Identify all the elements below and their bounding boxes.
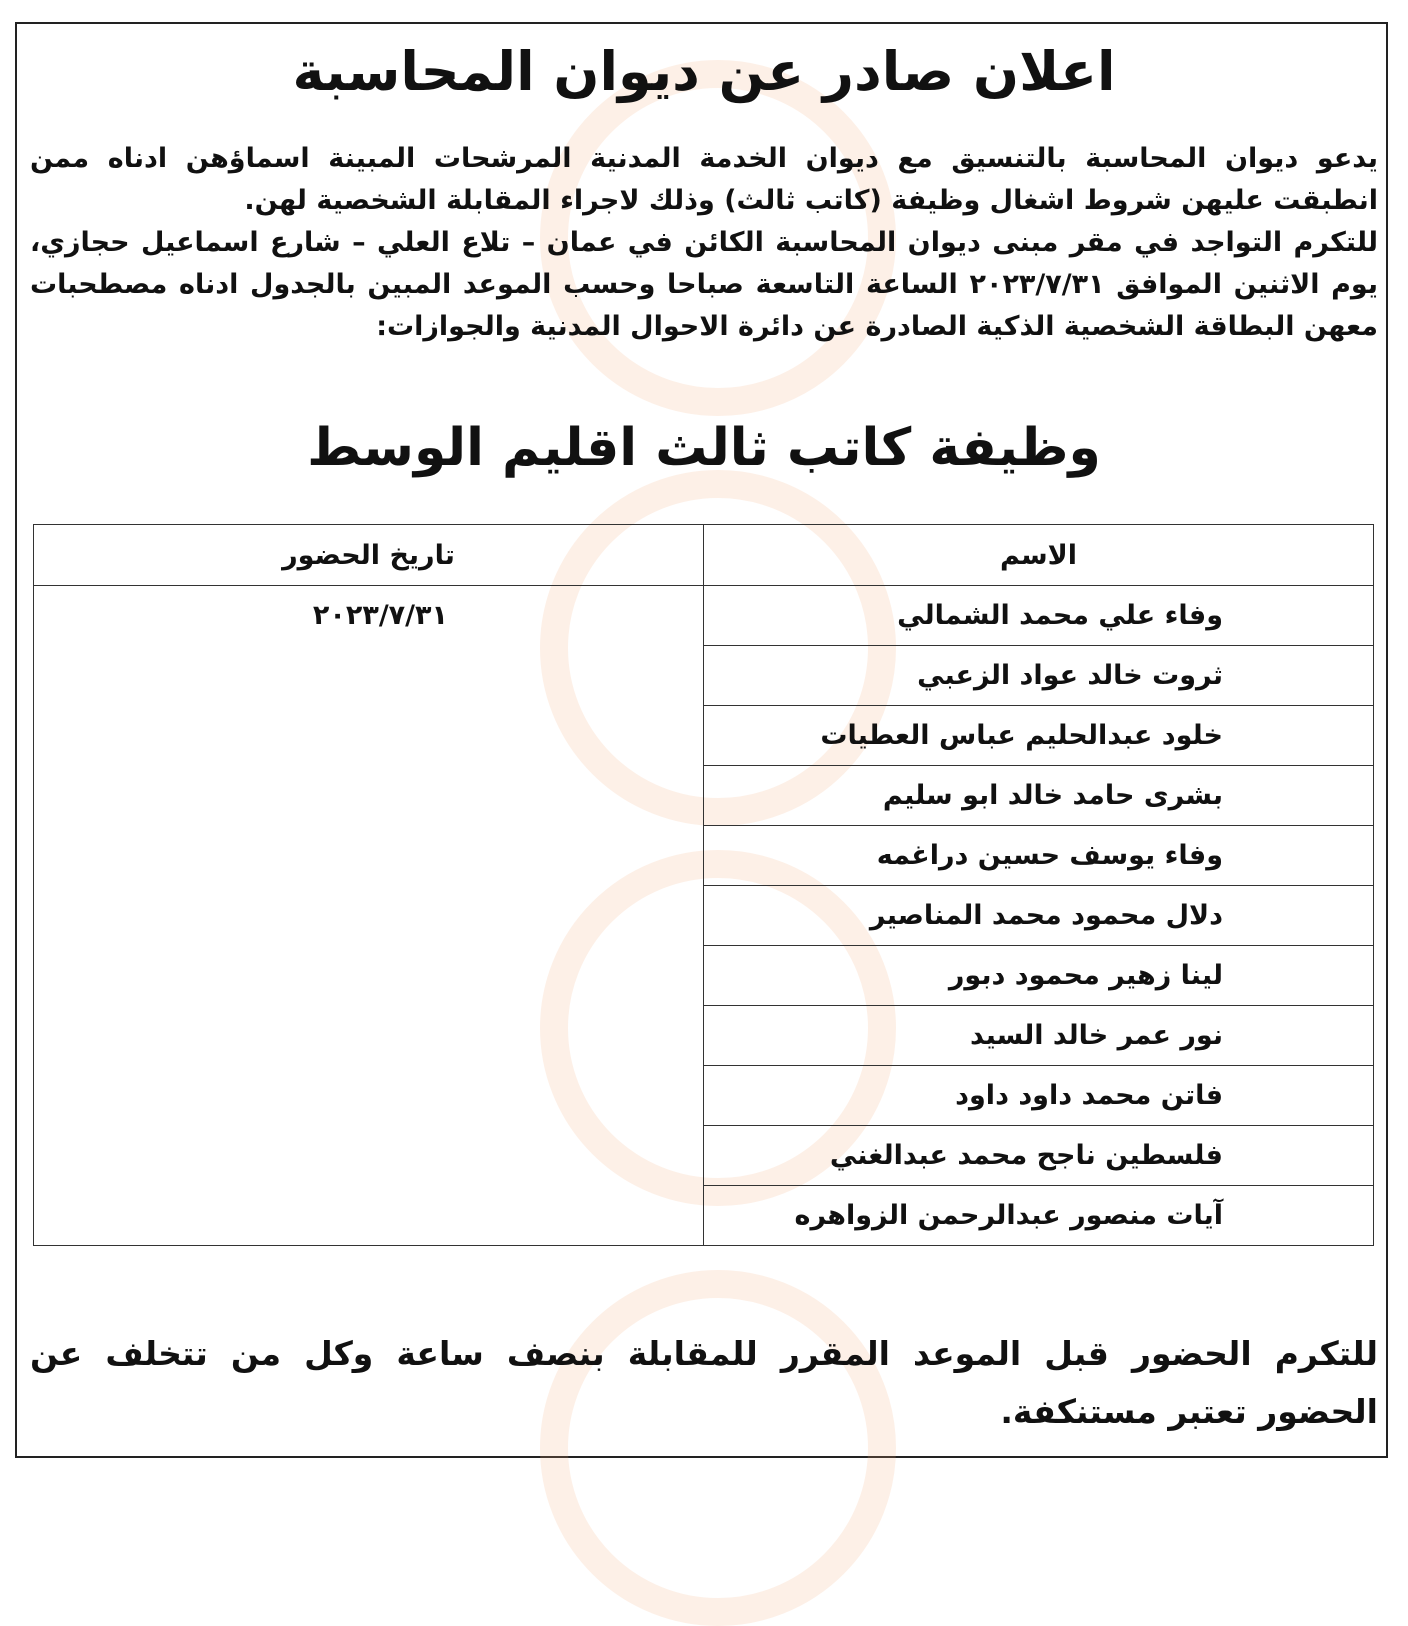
candidate-name: نور عمر خالد السيد [704,1006,1374,1066]
candidate-name: آيات منصور عبدالرحمن الزواهره [704,1186,1374,1246]
paragraph-invitation: يدعو ديوان المحاسبة بالتنسيق مع ديوان الخدمة المدنية المرشحات المبينة اسماؤهن ادناه ممن انطبقت عليهن شروط اشغال وظيفة (كاتب ثالث) وذلك لاجراء المقابلة الشخصية لهن. [30,143,1378,216]
candidate-name: وفاء علي محمد الشمالي [704,586,1374,646]
candidate-name: فلسطين ناجح محمد عبدالغني [704,1126,1374,1186]
candidate-name: ثروت خالد عواد الزعبي [704,646,1374,706]
candidate-name: وفاء يوسف حسين دراغمه [704,826,1374,886]
candidate-name: دلال محمود محمد المناصير [704,886,1374,946]
footer-note: للتكرم الحضور قبل الموعد المقرر للمقابلة بنصف ساعة وكل من تتخلف عن الحضور تعتبر مستنكفة. [30,1334,1378,1431]
header-name: الاسم [704,525,1374,586]
paragraph-location: للتكرم التواجد في مقر مبنى ديوان المحاسبة الكائن في عمان – تلاع العلي – شارع اسماعيل حجازي، يوم الاثنين الموافق ٢٠٢٣/٧/٣١ الساعة التاسعة صباحا وحسب الموعد المبين بالجدول ادناه مصطحبات معهن البطاقة الشخصية الذكية الصادرة عن دائرة الاحوال المدنية والجوازات: [30,227,1378,342]
attendance-date: ٢٠٢٣/٧/٣١ [34,586,704,1246]
candidate-name: فاتن محمد داود داود [704,1066,1374,1126]
header-date: تاريخ الحضور [34,525,704,586]
candidate-name: خلود عبدالحليم عباس العطيات [704,706,1374,766]
candidates-table [33,524,1374,1246]
job-title: وظيفة كاتب ثالث اقليم الوسط [307,418,1101,478]
announcement-body [30,138,1378,348]
candidate-name: لينا زهير محمود دبور [704,946,1374,1006]
table-header-row [34,525,1374,586]
announcement-title: اعلان صادر عن ديوان المحاسبة [292,40,1116,103]
candidate-name: بشرى حامد خالد ابو سليم [704,766,1374,826]
watermark-logo [540,1270,896,1626]
table-row [34,586,1374,646]
